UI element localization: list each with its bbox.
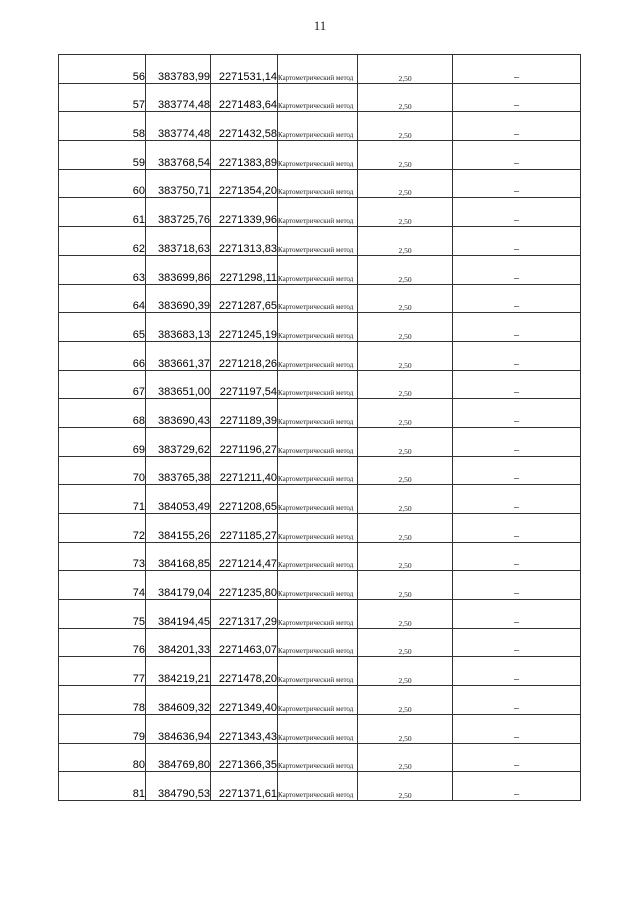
point-number-cell: 78 [59, 686, 146, 715]
accuracy-cell: 2,50 [358, 571, 453, 600]
method-cell: Картометрический метод [278, 169, 358, 198]
x-coordinate-cell: 384790,53 [146, 772, 211, 801]
method-cell: Картометрический метод [278, 255, 358, 284]
method-cell: Картометрический метод [278, 141, 358, 170]
x-coordinate-cell: 383683,13 [146, 313, 211, 342]
method-cell: Картометрический метод [278, 399, 358, 428]
description-cell: – [453, 313, 581, 342]
description-cell: – [453, 255, 581, 284]
table-row [59, 628, 581, 657]
method-cell: Картометрический метод [278, 370, 358, 399]
y-coordinate-cell: 2271354,20 [211, 169, 278, 198]
y-coordinate-cell: 2271235,80 [211, 571, 278, 600]
point-number-cell: 63 [59, 255, 146, 284]
accuracy-cell: 2,50 [358, 686, 453, 715]
x-coordinate-cell: 383725,76 [146, 198, 211, 227]
x-coordinate-cell: 384769,80 [146, 743, 211, 772]
table-row [59, 657, 581, 686]
x-coordinate-cell: 383651,00 [146, 370, 211, 399]
table-row [59, 55, 581, 84]
description-cell: – [453, 571, 581, 600]
accuracy-cell: 2,50 [358, 141, 453, 170]
point-number-cell: 61 [59, 198, 146, 227]
method-cell: Картометрический метод [278, 83, 358, 112]
x-coordinate-cell: 384219,21 [146, 657, 211, 686]
accuracy-cell: 2,50 [358, 399, 453, 428]
method-cell: Картометрический метод [278, 112, 358, 141]
y-coordinate-cell: 2271349,40 [211, 686, 278, 715]
description-cell: – [453, 600, 581, 629]
table-row [59, 255, 581, 284]
table-row [59, 714, 581, 743]
x-coordinate-cell: 383774,48 [146, 83, 211, 112]
point-number-cell: 57 [59, 83, 146, 112]
method-cell: Картометрический метод [278, 284, 358, 313]
table-row [59, 313, 581, 342]
point-number-cell: 56 [59, 55, 146, 84]
method-cell: Картометрический метод [278, 514, 358, 543]
y-coordinate-cell: 2271196,27 [211, 427, 278, 456]
x-coordinate-cell: 383690,43 [146, 399, 211, 428]
table-row [59, 169, 581, 198]
table-row [59, 456, 581, 485]
description-cell: – [453, 399, 581, 428]
accuracy-cell: 2,50 [358, 255, 453, 284]
accuracy-cell: 2,50 [358, 714, 453, 743]
y-coordinate-cell: 2271287,65 [211, 284, 278, 313]
accuracy-cell: 2,50 [358, 227, 453, 256]
y-coordinate-cell: 2271432,58 [211, 112, 278, 141]
y-coordinate-cell: 2271197,54 [211, 370, 278, 399]
x-coordinate-cell: 383765,38 [146, 456, 211, 485]
point-number-cell: 73 [59, 542, 146, 571]
x-coordinate-cell: 384201,33 [146, 628, 211, 657]
y-coordinate-cell: 2271185,27 [211, 514, 278, 543]
y-coordinate-cell: 2271313,83 [211, 227, 278, 256]
accuracy-cell: 2,50 [358, 112, 453, 141]
y-coordinate-cell: 2271383,89 [211, 141, 278, 170]
description-cell: – [453, 169, 581, 198]
point-number-cell: 60 [59, 169, 146, 198]
description-cell: – [453, 83, 581, 112]
description-cell: – [453, 227, 581, 256]
y-coordinate-cell: 2271478,20 [211, 657, 278, 686]
y-coordinate-cell: 2271208,65 [211, 485, 278, 514]
coordinates-table [58, 54, 581, 801]
description-cell: – [453, 198, 581, 227]
x-coordinate-cell: 383699,86 [146, 255, 211, 284]
x-coordinate-cell: 384155,26 [146, 514, 211, 543]
point-number-cell: 66 [59, 341, 146, 370]
table-row [59, 399, 581, 428]
x-coordinate-cell: 383750,71 [146, 169, 211, 198]
description-cell: – [453, 456, 581, 485]
table-row [59, 686, 581, 715]
point-number-cell: 80 [59, 743, 146, 772]
method-cell: Картометрический метод [278, 427, 358, 456]
point-number-cell: 58 [59, 112, 146, 141]
table-row [59, 743, 581, 772]
accuracy-cell: 2,50 [358, 772, 453, 801]
accuracy-cell: 2,50 [358, 169, 453, 198]
point-number-cell: 69 [59, 427, 146, 456]
table-row [59, 571, 581, 600]
accuracy-cell: 2,50 [358, 370, 453, 399]
table-row [59, 198, 581, 227]
description-cell: – [453, 514, 581, 543]
description-cell: – [453, 657, 581, 686]
table-row [59, 542, 581, 571]
table-row [59, 600, 581, 629]
accuracy-cell: 2,50 [358, 198, 453, 227]
x-coordinate-cell: 384053,49 [146, 485, 211, 514]
x-coordinate-cell: 383783,99 [146, 55, 211, 84]
point-number-cell: 70 [59, 456, 146, 485]
y-coordinate-cell: 2271245,19 [211, 313, 278, 342]
page-number: 11 [313, 18, 327, 33]
table-row [59, 83, 581, 112]
point-number-cell: 67 [59, 370, 146, 399]
point-number-cell: 79 [59, 714, 146, 743]
method-cell: Картометрический метод [278, 456, 358, 485]
accuracy-cell: 2,50 [358, 456, 453, 485]
method-cell: Картометрический метод [278, 657, 358, 686]
table-row [59, 427, 581, 456]
description-cell: – [453, 485, 581, 514]
accuracy-cell: 2,50 [358, 542, 453, 571]
table-row [59, 112, 581, 141]
y-coordinate-cell: 2271371,61 [211, 772, 278, 801]
table-row [59, 141, 581, 170]
point-number-cell: 71 [59, 485, 146, 514]
accuracy-cell: 2,50 [358, 628, 453, 657]
accuracy-cell: 2,50 [358, 55, 453, 84]
y-coordinate-cell: 2271317,29 [211, 600, 278, 629]
method-cell: Картометрический метод [278, 341, 358, 370]
x-coordinate-cell: 383768,54 [146, 141, 211, 170]
y-coordinate-cell: 2271211,40 [211, 456, 278, 485]
method-cell: Картометрический метод [278, 485, 358, 514]
table-row [59, 772, 581, 801]
accuracy-cell: 2,50 [358, 514, 453, 543]
description-cell: – [453, 427, 581, 456]
point-number-cell: 72 [59, 514, 146, 543]
method-cell: Картометрический метод [278, 542, 358, 571]
y-coordinate-cell: 2271189,39 [211, 399, 278, 428]
method-cell: Картометрический метод [278, 571, 358, 600]
method-cell: Картометрический метод [278, 772, 358, 801]
x-coordinate-cell: 384179,04 [146, 571, 211, 600]
accuracy-cell: 2,50 [358, 427, 453, 456]
accuracy-cell: 2,50 [358, 600, 453, 629]
description-cell: – [453, 686, 581, 715]
point-number-cell: 59 [59, 141, 146, 170]
description-cell: – [453, 112, 581, 141]
x-coordinate-cell: 383661,37 [146, 341, 211, 370]
table-row [59, 485, 581, 514]
point-number-cell: 75 [59, 600, 146, 629]
point-number-cell: 81 [59, 772, 146, 801]
y-coordinate-cell: 2271343,43 [211, 714, 278, 743]
accuracy-cell: 2,50 [358, 313, 453, 342]
y-coordinate-cell: 2271298,11 [211, 255, 278, 284]
table-row [59, 341, 581, 370]
description-cell: – [453, 55, 581, 84]
x-coordinate-cell: 384636,94 [146, 714, 211, 743]
y-coordinate-cell: 2271463,07 [211, 628, 278, 657]
accuracy-cell: 2,50 [358, 485, 453, 514]
x-coordinate-cell: 383690,39 [146, 284, 211, 313]
y-coordinate-cell: 2271483,64 [211, 83, 278, 112]
accuracy-cell: 2,50 [358, 341, 453, 370]
method-cell: Картометрический метод [278, 227, 358, 256]
accuracy-cell: 2,50 [358, 657, 453, 686]
method-cell: Картометрический метод [278, 600, 358, 629]
description-cell: – [453, 628, 581, 657]
method-cell: Картометрический метод [278, 686, 358, 715]
description-cell: – [453, 141, 581, 170]
method-cell: Картометрический метод [278, 198, 358, 227]
description-cell: – [453, 370, 581, 399]
x-coordinate-cell: 384194,45 [146, 600, 211, 629]
method-cell: Картометрический метод [278, 55, 358, 84]
x-coordinate-cell: 384609,32 [146, 686, 211, 715]
description-cell: – [453, 341, 581, 370]
y-coordinate-cell: 2271214,47 [211, 542, 278, 571]
y-coordinate-cell: 2271218,26 [211, 341, 278, 370]
point-number-cell: 74 [59, 571, 146, 600]
point-number-cell: 65 [59, 313, 146, 342]
y-coordinate-cell: 2271531,14 [211, 55, 278, 84]
description-cell: – [453, 284, 581, 313]
y-coordinate-cell: 2271339,96 [211, 198, 278, 227]
point-number-cell: 68 [59, 399, 146, 428]
description-cell: – [453, 542, 581, 571]
description-cell: – [453, 743, 581, 772]
point-number-cell: 62 [59, 227, 146, 256]
x-coordinate-cell: 383729,62 [146, 427, 211, 456]
point-number-cell: 64 [59, 284, 146, 313]
coordinates-table-body [59, 55, 581, 801]
point-number-cell: 77 [59, 657, 146, 686]
method-cell: Картометрический метод [278, 628, 358, 657]
table-row [59, 514, 581, 543]
x-coordinate-cell: 384168,85 [146, 542, 211, 571]
table-row [59, 284, 581, 313]
table-row [59, 227, 581, 256]
x-coordinate-cell: 383774,48 [146, 112, 211, 141]
accuracy-cell: 2,50 [358, 743, 453, 772]
method-cell: Картометрический метод [278, 743, 358, 772]
y-coordinate-cell: 2271366,35 [211, 743, 278, 772]
description-cell: – [453, 772, 581, 801]
accuracy-cell: 2,50 [358, 83, 453, 112]
x-coordinate-cell: 383718,63 [146, 227, 211, 256]
method-cell: Картометрический метод [278, 313, 358, 342]
method-cell: Картометрический метод [278, 714, 358, 743]
table-row [59, 370, 581, 399]
point-number-cell: 76 [59, 628, 146, 657]
description-cell: – [453, 714, 581, 743]
accuracy-cell: 2,50 [358, 284, 453, 313]
